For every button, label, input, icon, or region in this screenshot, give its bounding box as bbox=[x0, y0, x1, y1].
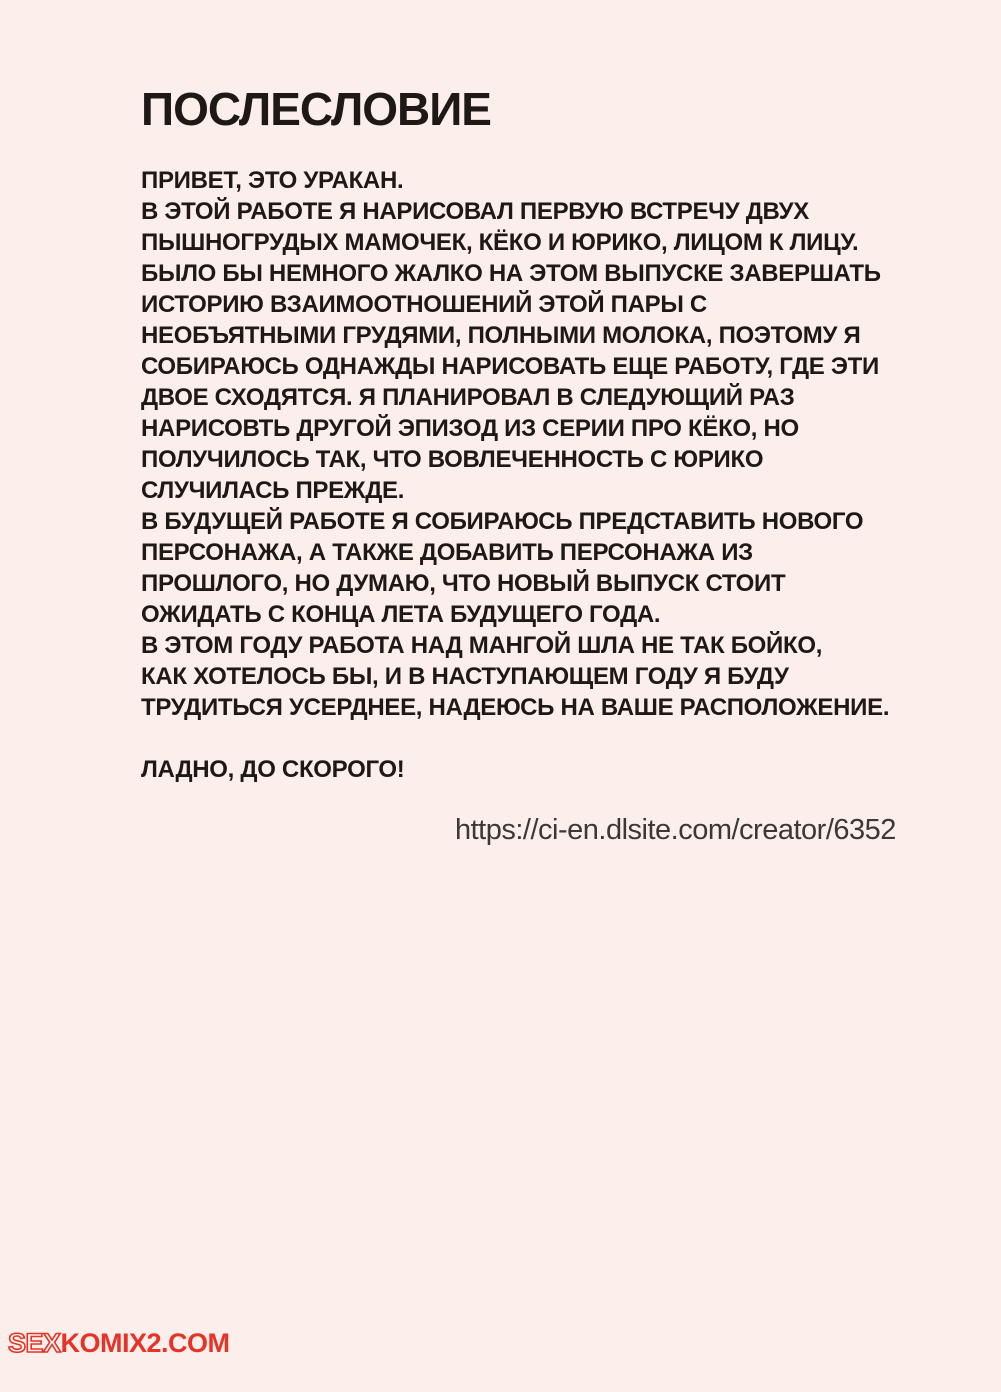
afterword-line: В БУДУЩЕЙ РАБОТЕ Я СОБИРАЮСЬ ПРЕДСТАВИТЬ НОВОГО bbox=[141, 508, 864, 535]
watermark-outlined-text: SEX bbox=[8, 1328, 61, 1358]
afterword-line: ПЕРСОНАЖА, А ТАКЖЕ ДОБАВИТЬ ПЕРСОНАЖА ИЗ bbox=[141, 539, 753, 566]
creator-url-text: https://ci-en.dlsite.com/creator/6352 bbox=[455, 814, 896, 846]
afterword-line: ДВОЕ СХОДЯТСЯ. Я ПЛАНИРОВАЛ В СЛЕДУЮЩИЙ РАЗ bbox=[141, 384, 795, 411]
closing-line: ЛАДНО, ДО СКОРОГО! bbox=[141, 756, 405, 783]
afterword-line: ПЫШНОГРУДЫХ МАМОЧЕК, КЁКО И ЮРИКО, ЛИЦОМ К ЛИЦУ. bbox=[141, 229, 859, 256]
afterword-line: БЫЛО БЫ НЕМНОГО ЖАЛКО НА ЭТОМ ВЫПУСКЕ ЗАВЕРШАТЬ bbox=[141, 260, 881, 287]
afterword-line: ПРИВЕТ, ЭТО УРАКАН. bbox=[141, 167, 404, 194]
afterword-line: НАРИСОВТЬ ДРУГОЙ ЭПИЗОД ИЗ СЕРИИ ПРО КЁКО, НО bbox=[141, 415, 799, 442]
afterword-line: НЕОБЪЯТНЫМИ ГРУДЯМИ, ПОЛНЫМИ МОЛОКА, ПОЭТОМУ Я bbox=[141, 322, 861, 349]
afterword-line: ПОЛУЧИЛОСЬ ТАК, ЧТО ВОВЛЕЧЕННОСТЬ С ЮРИКО bbox=[141, 446, 764, 473]
afterword-line: КАК ХОТЕЛОСЬ БЫ, И В НАСТУПАЮЩЕМ ГОДУ Я БУДУ bbox=[141, 663, 789, 690]
afterword-line: ОЖИДАТЬ С КОНЦА ЛЕТА БУДУЩЕГО ГОДА. bbox=[141, 601, 661, 628]
afterword-line: ТРУДИТЬСЯ УСЕРДНЕЕ, НАДЕЮСЬ НА ВАШЕ РАСПОЛОЖЕНИЕ. bbox=[141, 694, 890, 721]
afterword-line: В ЭТОМ ГОДУ РАБОТА НАД МАНГОЙ ШЛА НЕ ТАК БОЙКО, bbox=[141, 632, 823, 659]
afterword-line: СОБИРАЮСЬ ОДНАЖДЫ НАРИСОВАТЬ ЕЩЕ РАБОТУ, ГДЕ ЭТИ bbox=[141, 353, 879, 380]
afterword-line: ПРОШЛОГО, НО ДУМАЮ, ЧТО НОВЫЙ ВЫПУСК СТОИТ bbox=[141, 570, 786, 597]
site-watermark bbox=[8, 1328, 230, 1359]
afterword-line: СЛУЧИЛАСЬ ПРЕЖДЕ. bbox=[141, 477, 405, 504]
afterword-line: В ЭТОЙ РАБОТЕ Я НАРИСОВАЛ ПЕРВУЮ ВСТРЕЧУ ДВУХ bbox=[141, 198, 809, 225]
page-title: ПОСЛЕСЛОВИЕ bbox=[141, 83, 491, 135]
afterword-line: ИСТОРИЮ ВЗАИМООТНОШЕНИЙ ЭТОЙ ПАРЫ С bbox=[141, 291, 707, 318]
watermark-solid-text: KOMIX2.COM bbox=[60, 1328, 230, 1358]
afterword-text-block bbox=[141, 165, 931, 785]
